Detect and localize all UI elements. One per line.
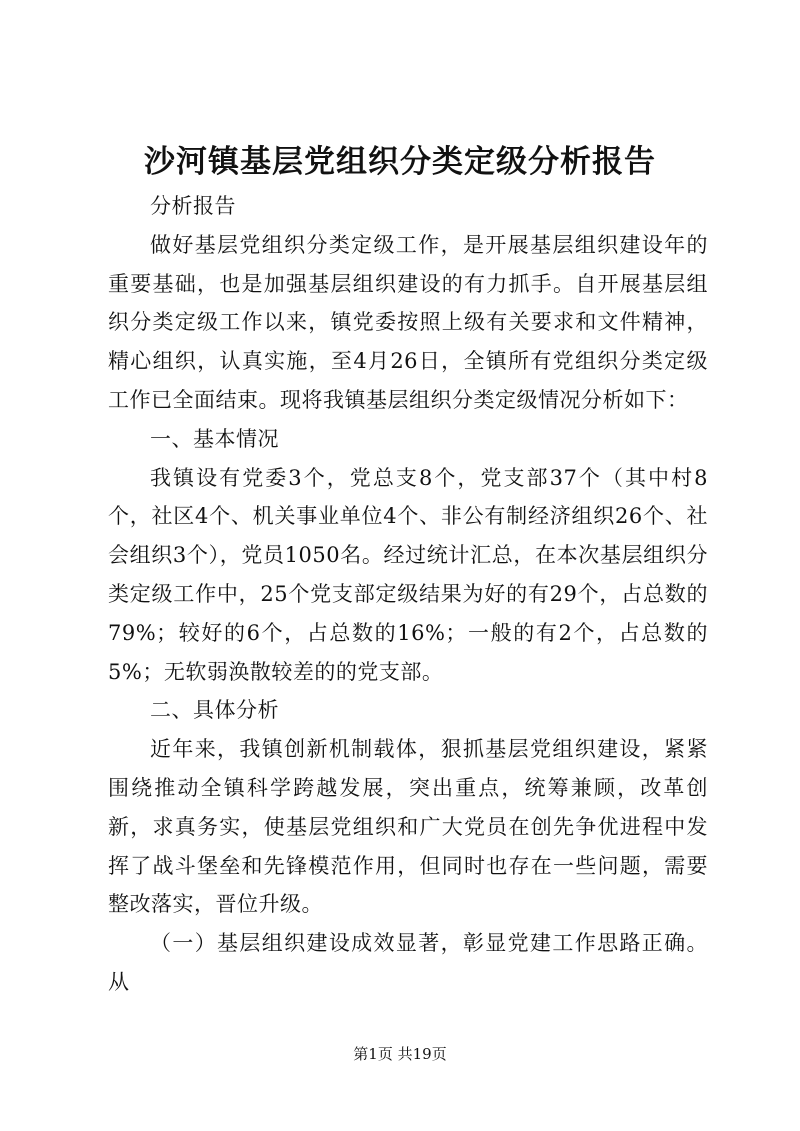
section-heading-analysis: 二、具体分析 (150, 698, 279, 723)
paragraph-subtitle: 分析报告 (150, 194, 236, 218)
paragraph-analysis: 近年来，我镇创新机制载体，狠抓基层党组织建设，紧紧围绕推动全镇科学跨越发展，突出重点，统筹兼顾，改革创新，求真务实，使基层党组织和广大党员在创先争优进程中发挥了战斗堡垒和先锋模范作用，但同时也存在一些问题，需要整改落实，晋位升级。 (108, 737, 708, 917)
paragraph-subsection-1: （一）基层组织建设成效显著，彰显党建工作思路正确。从 (108, 931, 708, 994)
paragraph-intro: 做好基层党组织分类定级工作，是开展基层组织建设年的重要基础，也是加强基层组织建设的有力抓手。自开展基层组织分类定级工作以来，镇党委按照上级有关要求和文件精神，精心组织，认真实施，至4月26日，全镇所有党组织分类定级工作已全面结束。现将我镇基层组织分类定级情况分析如下： (108, 232, 708, 412)
section-heading-basic: 一、基本情况 (150, 426, 279, 451)
paragraph-basic-situation: 我镇设有党委3个，党总支8个，党支部37个（其中村8个，社区4个、机关事业单位4个、非公有制经济组织26个、社会组织3个），党员1050名。经过统计汇总，在本次基层组织分类定级工作中，25个党支部定级结果为好的有29个，占总数的79%；较好的6个，占总数的16%；一般的有2个，占总数的5%；无软弱涣散较差的的党支部。 (108, 465, 708, 684)
page-number: 第1页 共19页 (353, 1045, 447, 1063)
document-title: 沙河镇基层党组织分类定级分析报告 (144, 144, 656, 180)
document-body (108, 187, 708, 1002)
